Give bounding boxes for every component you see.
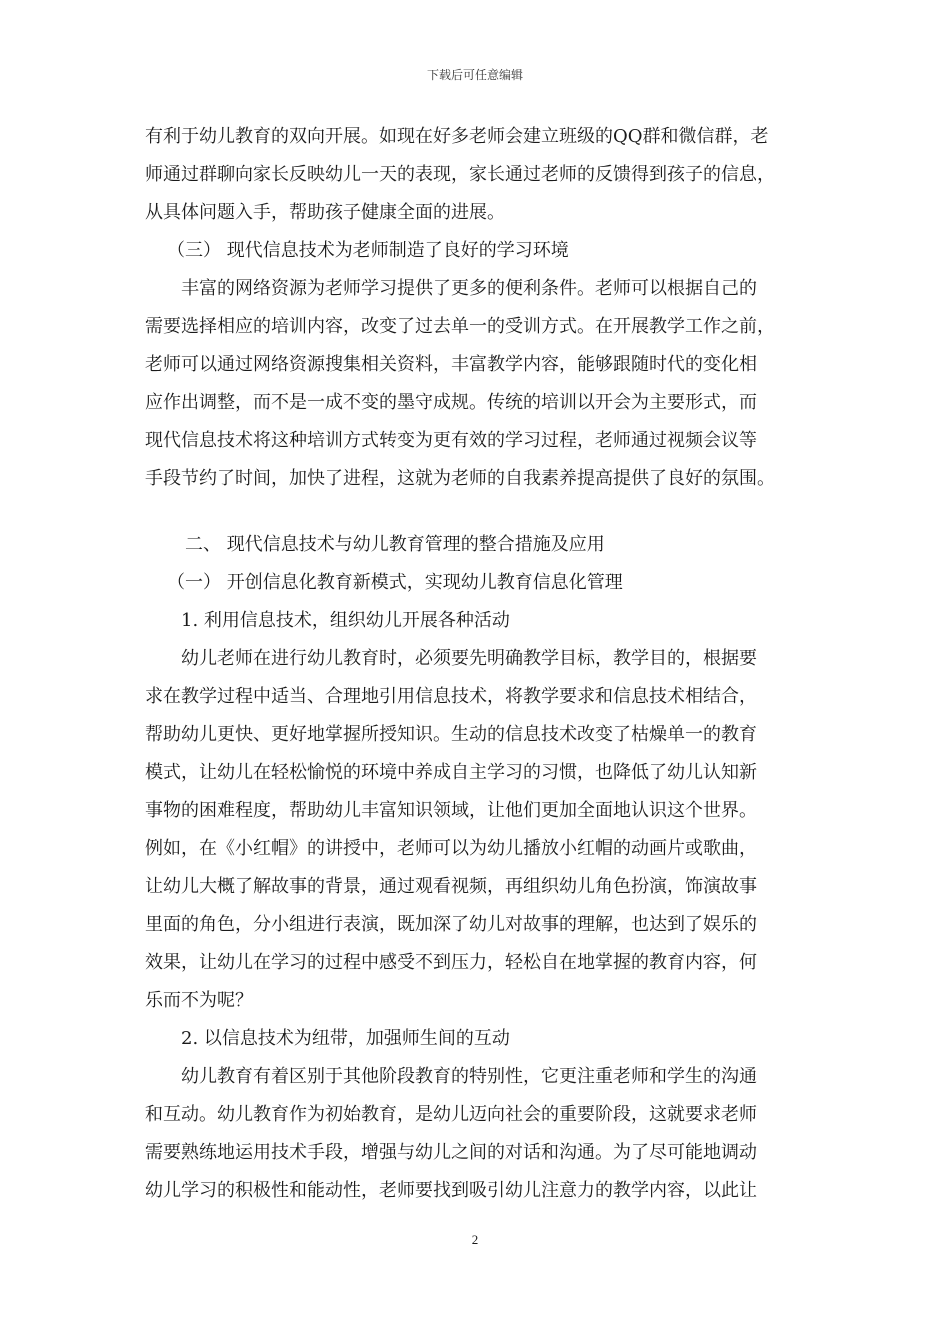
text-line: 求在教学过程中适当、合理地引用信息技术，将教学要求和信息技术相结合， [145,686,757,707]
text-line: 师通过群聊向家长反映幼儿一天的表现，家长通过老师的反馈得到孩子的信息， [145,164,775,185]
paragraph [145,270,809,498]
page-number: 2 [471,1232,479,1247]
text-line: 有利于幼儿教育的双向开展。如现在好多老师会建立班级的QQ群和微信群，老 [145,126,769,147]
section-heading: 二、 现代信息技术与幼儿教育管理的整合措施及应用 [185,534,605,555]
item-heading: 1. 利用信息技术，组织幼儿开展各种活动 [181,610,510,631]
text-line: 幼儿老师在进行幼儿教育时，必须要先明确教学目标，教学目的，根据要 [181,648,757,669]
text-line: 现代信息技术将这种培训方式转变为更有效的学习过程，老师通过视频会议等 [145,430,757,451]
text-line: 帮助幼儿更快、更好地掌握所授知识。生动的信息技术改变了枯燥单一的教育 [145,724,757,745]
text-line: 例如，在《小红帽》的讲授中，老师可以为幼儿播放小红帽的动画片或歌曲， [145,838,757,859]
text-line: 从具体问题入手，帮助孩子健康全面的进展。 [145,202,505,223]
text-line: 幼儿教育有着区别于其他阶段教育的特别性，它更注重老师和学生的沟通 [181,1066,757,1087]
page-header: 下载后可任意编辑 [426,68,523,82]
paragraph [145,118,809,232]
text-line: 需要选择相应的培训内容，改变了过去单一的受训方式。在开展教学工作之前， [145,316,775,337]
text-line: 模式，让幼儿在轻松愉悦的环境中养成自主学习的习惯，也降低了幼儿认知新 [145,762,757,783]
text-line: 里面的角色，分小组进行表演，既加深了幼儿对故事的理解，也达到了娱乐的 [145,914,757,935]
text-line: 老师可以通过网络资源搜集相关资料，丰富教学内容，能够跟随时代的变化相 [145,354,757,375]
subsection-heading: （三） 现代信息技术为老师制造了良好的学习环境 [167,240,569,261]
document-body [145,118,809,1210]
text-line: 乐而不为呢？ [145,990,253,1011]
text-line: 应作出调整，而不是一成不变的墨守成规。传统的培训以开会为主要形式，而 [145,392,757,413]
text-line: 让幼儿大概了解故事的背景，通过观看视频，再组织幼儿角色扮演，饰演故事 [145,876,757,897]
paragraph [145,640,809,1020]
text-line: 丰富的网络资源为老师学习提供了更多的便利条件。老师可以根据自己的 [181,278,757,299]
subsection-heading: （一） 开创信息化教育新模式，实现幼儿教育信息化管理 [167,572,623,593]
item-heading: 2. 以信息技术为纽带，加强师生间的互动 [181,1028,510,1049]
text-line: 手段节约了时间，加快了进程，这就为老师的自我素养提高提供了良好的氛围。 [145,468,775,489]
blank-line [145,498,809,526]
text-line: 需要熟练地运用技术手段，增强与幼儿之间的对话和沟通。为了尽可能地调动 [145,1142,757,1163]
text-line: 效果，让幼儿在学习的过程中感受不到压力，轻松自在地掌握的教育内容，何 [145,952,757,973]
paragraph [145,1058,809,1210]
text-line: 事物的困难程度，帮助幼儿丰富知识领域，让他们更加全面地认识这个世界。 [145,800,757,821]
text-line: 幼儿学习的积极性和能动性，老师要找到吸引幼儿注意力的教学内容，以此让 [145,1180,757,1201]
text-line: 和互动。幼儿教育作为初始教育，是幼儿迈向社会的重要阶段，这就要求老师 [145,1104,757,1125]
